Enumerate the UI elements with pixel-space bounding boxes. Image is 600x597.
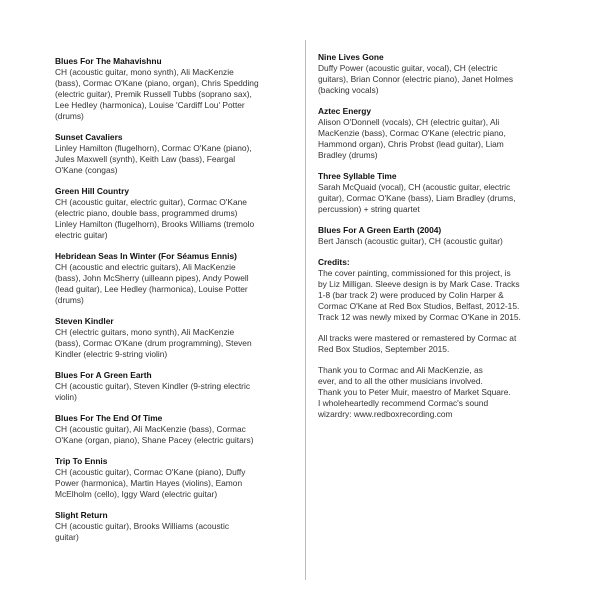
track-credits: CH (acoustic guitar), Ali MacKenzie (bass), Cormac O'Kane (organ, piano), Shane Pacey (electric guitars) xyxy=(55,424,254,445)
track-credits: CH (acoustic guitar, mono synth), Ali MacKenzie (bass), Cormac O'Kane (piano, organ), Chris Spedding (electric guitar), Premik Russell Tubbs (soprano sax), Lee Hedley (harmonica), Louise 'Cardiff Lou' Potter (drums) xyxy=(55,67,259,121)
track-entry xyxy=(318,225,554,247)
thanks-paragraph: Thank you to Cormac and Ali MacKenzie, as ever, and to all the other musicians involved. Thank you to Peter Muir, maestro of Market Square. I wholeheartedly recommend Cormac's sound wizardry: www.redboxrecording.com xyxy=(318,365,511,419)
track-title: Three Syllable Time xyxy=(318,171,397,181)
right-column xyxy=(318,52,554,430)
track-credits: Linley Hamilton (flugelhorn), Cormac O'Kane (piano), Jules Maxwell (synth), Keith Law (bass), Feargal O'Kane (congas) xyxy=(55,143,252,175)
track-credits: CH (electric guitars, mono synth), Ali MacKenzie (bass), Cormac O'Kane (drum programming), Steven Kindler (electric 9-string violin) xyxy=(55,327,252,359)
track-entry xyxy=(55,251,295,306)
track-credits: Bert Jansch (acoustic guitar), CH (acoustic guitar) xyxy=(318,236,503,246)
track-title: Blues For The Mahavishnu xyxy=(55,56,162,66)
track-credits: Alison O'Donnell (vocals), CH (electric guitar), Ali MacKenzie (bass), Cormac O'Kane (electric piano, Hammond organ), Chris Probst (lead guitar), Liam Bradley (drums) xyxy=(318,117,506,160)
track-title: Blues For A Green Earth (2004) xyxy=(318,225,442,235)
credits-heading: Credits: xyxy=(318,257,350,267)
credits-paragraph: All tracks were mastered or remastered by Cormac at Red Box Studios, September 2015. xyxy=(318,333,517,354)
track-entry xyxy=(55,56,295,122)
track-title: Blues For The End Of Time xyxy=(55,413,163,423)
column-divider xyxy=(305,40,306,580)
track-credits: CH (acoustic guitar), Cormac O'Kane (piano), Duffy Power (harmonica), Martin Hayes (violins), Eamon McElholm (cello), Iggy Ward (electric guitar) xyxy=(55,467,246,499)
credits-section xyxy=(318,257,554,420)
track-entry xyxy=(318,106,554,161)
track-credits: CH (acoustic guitar), Steven Kindler (9-string electric violin) xyxy=(55,381,251,402)
track-title: Blues For A Green Earth xyxy=(55,370,152,380)
track-title: Nine Lives Gone xyxy=(318,52,384,62)
track-entry xyxy=(55,132,295,176)
track-title: Slight Return xyxy=(55,510,108,520)
track-entry xyxy=(55,456,295,500)
track-credits: CH (acoustic guitar), Brooks Williams (acoustic guitar) xyxy=(55,521,230,542)
track-entry xyxy=(318,52,554,96)
track-credits: CH (acoustic and electric guitars), Ali MacKenzie (bass), John McSherry (uilleann pipes), Andy Powell (lead guitar), Lee Hedley (harmonica), Louise Potter (drums) xyxy=(55,262,249,305)
track-entry xyxy=(318,171,554,215)
track-credits: Duffy Power (acoustic guitar, vocal), CH (electric guitars), Brian Connor (electric piano), Janet Holmes (backing vocals) xyxy=(318,63,514,95)
track-title: Hebridean Seas In Winter (For Séamus Ennis) xyxy=(55,251,237,261)
track-entry xyxy=(55,186,295,241)
track-title: Steven Kindler xyxy=(55,316,114,326)
track-entry xyxy=(55,413,295,446)
track-title: Trip To Ennis xyxy=(55,456,108,466)
track-credits: CH (acoustic guitar, electric guitar), Cormac O'Kane (electric piano, double bass, programmed drums) Linley Hamilton (flugelhorn), Brooks Williams (tremolo electric guitar) xyxy=(55,197,255,240)
credits-paragraph: The cover painting, commissioned for this project, is by Liz Milligan. Sleeve design is by Mark Case. Tracks 1-8 (bar track 2) were produced by Colin Harper & Cormac O'Kane at Red Box Studios, Belfast, 2012-15. Track 12 was newly mixed by Cormac O'Kane in 2015. xyxy=(318,268,521,322)
track-title: Aztec Energy xyxy=(318,106,372,116)
track-title: Sunset Cavaliers xyxy=(55,132,123,142)
track-title: Green Hill Country xyxy=(55,186,129,196)
track-entry xyxy=(55,370,295,403)
track-entry xyxy=(55,510,295,543)
track-entry xyxy=(55,316,295,360)
track-credits: Sarah McQuaid (vocal), CH (acoustic guitar, electric guitar), Cormac O'Kane (bass), Liam Bradley (drums, percussion) + string quartet xyxy=(318,182,516,214)
left-column xyxy=(55,56,295,553)
